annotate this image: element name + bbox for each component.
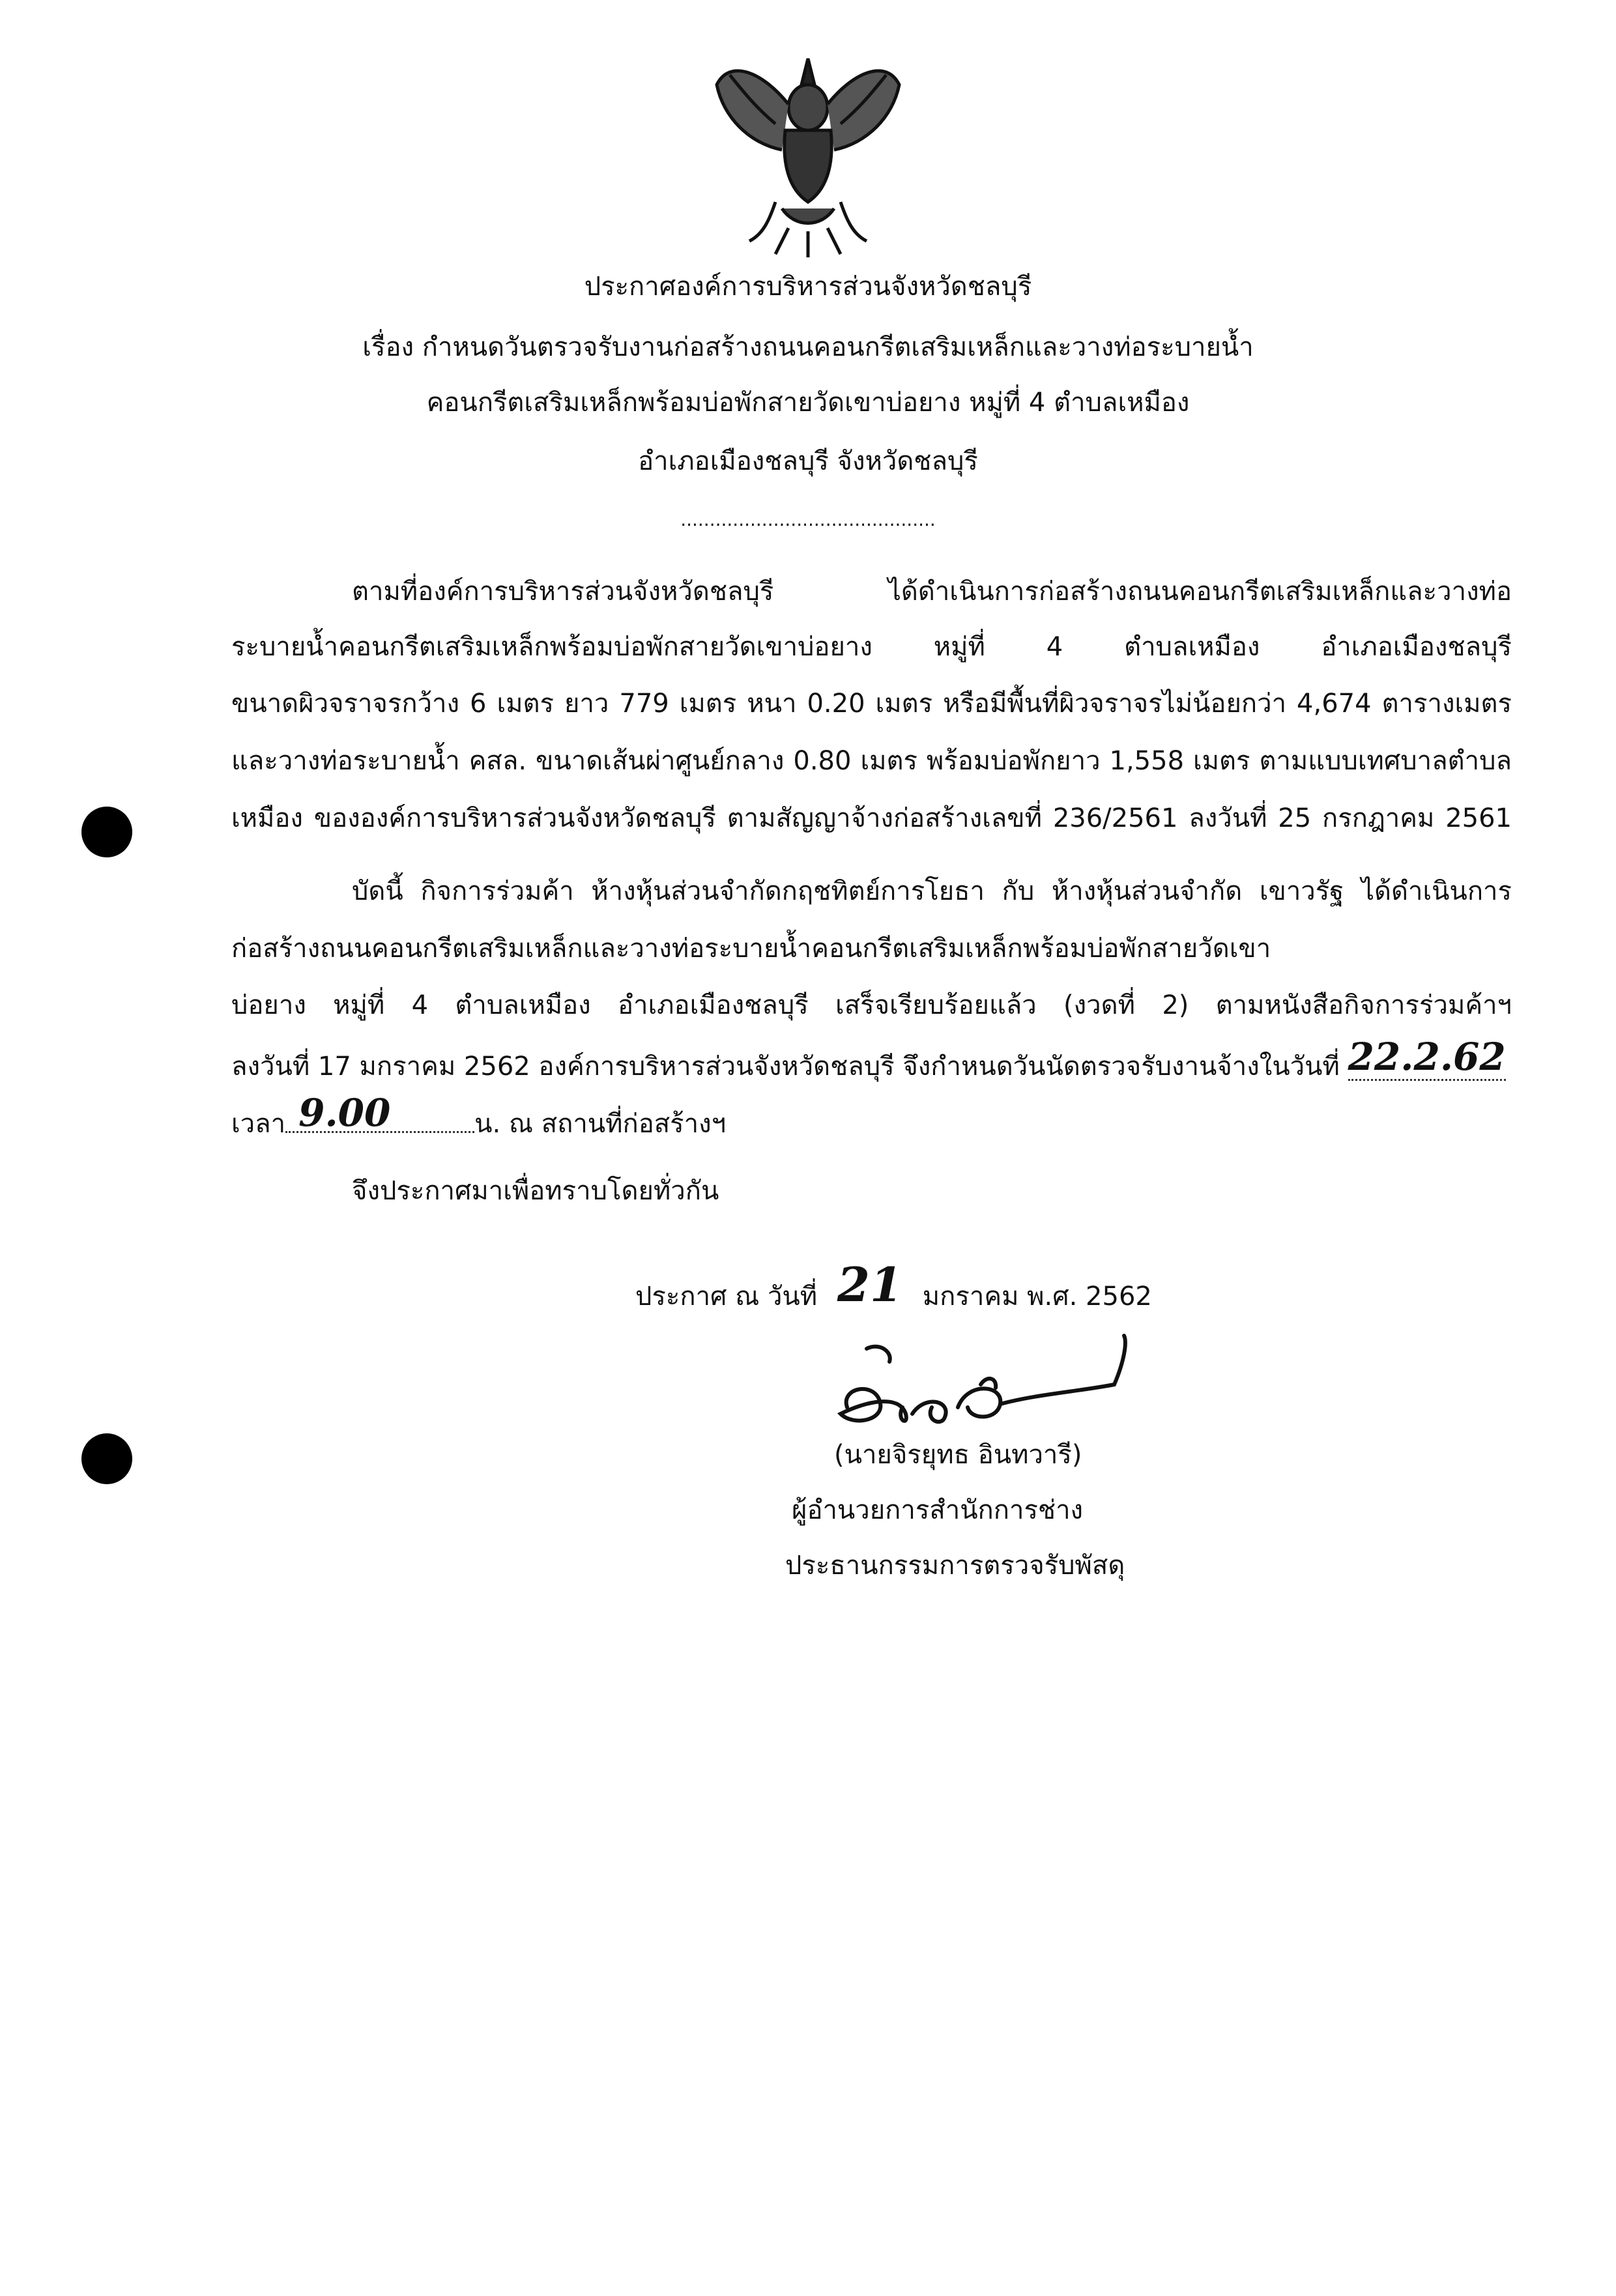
punch-hole-top — [81, 807, 132, 857]
subject-line-2: คอนกรีตเสริมเหล็กพร้อมบ่อพักสายวัดเขาบ่อยาง หมู่ที่ 4 ตำบลเหมือง — [426, 388, 1190, 418]
separator-dots: ............................................ — [680, 509, 936, 530]
para1-line4: และวางท่อระบายน้ำ คสล. ขนาดเส้นผ่าศูนย์กลาง 0.80 เมตร พร้อมบ่อพักยาว 1,558 เมตร ตามแบบเทศบาลตำบล — [231, 746, 1512, 776]
time-label: เวลา — [231, 1109, 286, 1139]
punch-hole-bottom — [81, 1433, 132, 1484]
announcement-title: ประกาศองค์การบริหารส่วนจังหวัดชลบุรี — [584, 272, 1032, 302]
announce-month-year: มกราคม พ.ศ. 2562 — [922, 1282, 1152, 1312]
para2-line4 — [231, 1035, 1506, 1085]
garuda-emblem — [704, 46, 912, 261]
subject-line-3: อำเภอเมืองชลบุรี จังหวัดชลบุรี — [638, 446, 978, 476]
signatory-name: (นายจิรยุทธ อินทวารี) — [834, 1440, 1082, 1470]
time-line — [231, 1091, 727, 1142]
para2-line4-text: ลงวันที่ 17 มกราคม 2562 องค์การบริหารส่วนจังหวัดชลบุรี จึงกำหนดวันนัดตรวจรับงานจ้างในวันที่ — [231, 1052, 1340, 1082]
signature — [828, 1323, 1140, 1440]
time-suffix: น. ณ สถานที่ก่อสร้างฯ — [474, 1109, 727, 1139]
para1-line2: ระบายน้ำคอนกรีตเสริมเหล็กพร้อมบ่อพักสายวัดเขาบ่อยาง หมู่ที่ 4 ตำบลเหมือง อำเภอเมืองชลบุรี — [231, 632, 1512, 662]
para1-line3: ขนาดผิวจราจรกว้าง 6 เมตร ยาว 779 เมตร หนา 0.20 เมตร หรือมีพื้นที่ผิวจราจรไม่น้อยกว่า 4,674 ตารางเมตร — [231, 689, 1512, 719]
signatory-position-1: ผู้อำนวยการสำนักการช่าง — [792, 1495, 1084, 1525]
subject-line-1: เรื่อง กำหนดวันตรวจรับงานก่อสร้างถนนคอนกรีตเสริมเหล็กและวางท่อระบายน้ำ — [362, 332, 1254, 362]
announce-prefix: ประกาศ ณ วันที่ — [635, 1282, 818, 1312]
announce-day-handwritten: 21 — [837, 1257, 903, 1312]
para2-line1: บัดนี้ กิจการร่วมค้า ห้างหุ้นส่วนจำกัดกฤชทิตย์การโยธา กับ ห้างหุ้นส่วนจำกัด เขาวรัฐ ได้ดำเนินการ — [352, 876, 1512, 906]
signatory-position-2: ประธานกรรมการตรวจรับพัสดุ — [785, 1551, 1125, 1581]
para1-line5: เหมือง ขององค์การบริหารส่วนจังหวัดชลบุรี ตามสัญญาจ้างก่อสร้างเลขที่ 236/2561 ลงวันที่ 25 กรกฎาคม 2561 — [231, 803, 1512, 833]
para2-line3: บ่อยาง หมู่ที่ 4 ตำบลเหมือง อำเภอเมืองชลบุรี เสร็จเรียบร้อยแล้ว (งวดที่ 2) ตามหนังสือกิจการร่วมค้าฯ — [231, 990, 1512, 1020]
closing-text: จึงประกาศมาเพื่อทราบโดยทั่วกัน — [352, 1176, 719, 1206]
announce-date — [635, 1257, 1152, 1315]
time-handwritten: 9.00 — [285, 1095, 474, 1133]
inspection-date-handwritten: 22.2.62 — [1348, 1035, 1506, 1081]
para2-line2: ก่อสร้างถนนคอนกรีตเสริมเหล็กและวางท่อระบายน้ำคอนกรีตเสริมเหล็กพร้อมบ่อพักสายวัดเขา — [231, 934, 1271, 964]
para1-line1: ตามที่องค์การบริหารส่วนจังหวัดชลบุรี ได้ดำเนินการก่อสร้างถนนคอนกรีตเสริมเหล็กและวางท่อ — [352, 577, 1512, 607]
